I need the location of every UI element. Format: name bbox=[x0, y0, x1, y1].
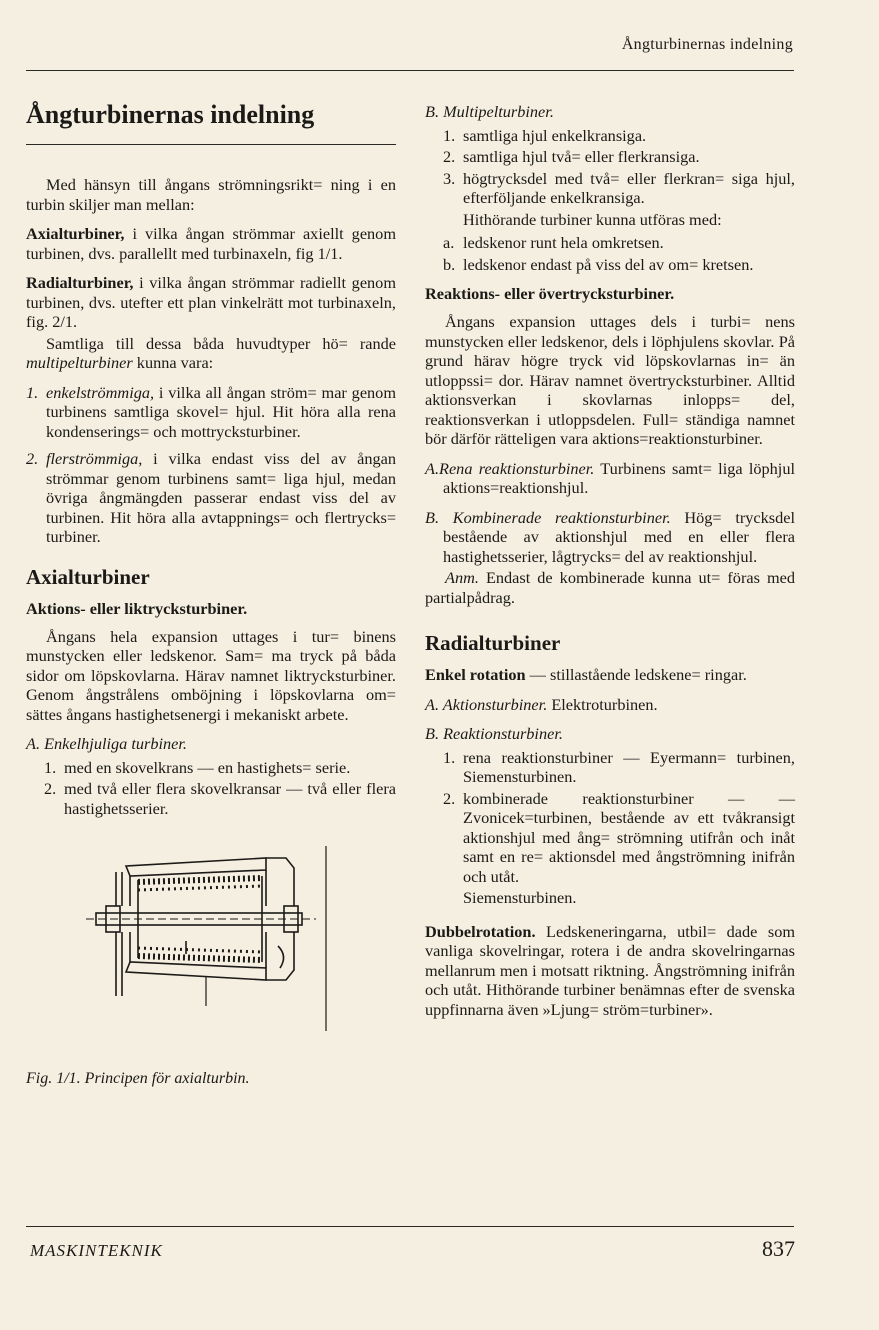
rad-b-item-number: 1. bbox=[443, 747, 456, 767]
b-title: Multipelturbiner. bbox=[443, 102, 554, 121]
casing-lower bbox=[126, 962, 266, 980]
radial-definition bbox=[26, 273, 396, 332]
rena-reaktion-paragraph bbox=[425, 459, 795, 498]
rad-b-item-2 bbox=[425, 789, 795, 887]
header-rule bbox=[26, 70, 794, 71]
siemens-line: Siemensturbinen. bbox=[463, 888, 577, 907]
rb-label: B. bbox=[425, 507, 440, 527]
rad-b-item-text: rena reaktionsturbiner — Eyermann= turbinen, Siemensturbinen. bbox=[463, 747, 795, 786]
page-number: 837 bbox=[762, 1236, 795, 1261]
rad-b-label: B. bbox=[425, 724, 440, 743]
aktions-subheading: Aktions- eller liktrycksturbiner. bbox=[26, 598, 248, 618]
reaktions-subheading: Reaktions- eller övertrycksturbiner. bbox=[425, 284, 675, 303]
lower-blades bbox=[138, 956, 262, 960]
footer-rule bbox=[26, 1226, 794, 1227]
rad-a-text: Elektroturbinen. bbox=[547, 694, 658, 714]
b-sub-text: ledskenor endast på viss del av om= kretsen. bbox=[463, 254, 754, 274]
radial-term: Radialturbiner, bbox=[26, 273, 134, 292]
rad-b-item-number: 2. bbox=[443, 788, 456, 808]
flow-arrow-curve bbox=[278, 946, 284, 968]
rad-b-title: Reaktionsturbiner. bbox=[443, 724, 563, 743]
dubbel-term: Dubbelrotation. bbox=[425, 921, 536, 941]
list-text bbox=[46, 449, 396, 547]
b-item-number: 1. bbox=[443, 125, 456, 145]
b-item-1 bbox=[425, 126, 795, 146]
exhaust-upper bbox=[266, 858, 294, 906]
right-column bbox=[425, 100, 795, 1029]
rb-title: Kombinerade reaktionsturbiner. bbox=[452, 507, 671, 527]
list-item-1 bbox=[26, 383, 396, 442]
rad-b-item-1 bbox=[425, 748, 795, 787]
ra-label: A. bbox=[425, 458, 440, 478]
title-rule bbox=[26, 144, 396, 145]
enkelhjuliga-heading bbox=[26, 734, 396, 754]
a-item-number: 1. bbox=[44, 757, 57, 777]
anm-label: Anm. bbox=[445, 568, 479, 587]
running-header: Ångturbinernas indelning bbox=[621, 36, 793, 53]
b-item-number: 2. bbox=[443, 147, 456, 166]
aktions-paragraph: Ångans hela expansion uttages i tur= binens munstycken eller ledskenor. Sam= ma tryck på båda sidor om löpskovlarna. Härav namnet liktrycksturbiner. Genom ångstrålens omböjning i löpskovlarna om= sättes ångans hastighetsenergi i mekaniskt arbete. bbox=[26, 626, 396, 724]
list-number: 2. bbox=[26, 449, 39, 468]
ra-text: Turbinens samt= liga löphjul aktions=reaktionshjul. bbox=[443, 458, 795, 497]
enkel-term: Enkel rotation bbox=[425, 665, 526, 684]
inlet-lower bbox=[116, 932, 122, 996]
b-label: B. bbox=[425, 102, 440, 121]
main-types-pre: Samtliga till dessa båda huvudtyper hö= rande bbox=[46, 333, 396, 353]
article-title: Ångturbinernas indelning bbox=[26, 100, 315, 129]
b-sub-b bbox=[425, 255, 795, 275]
a-title: Enkelhjuliga turbiner. bbox=[44, 734, 187, 753]
b-sub-letter: b. bbox=[443, 254, 456, 274]
a-item-2 bbox=[26, 779, 396, 818]
b-sub-letter: a. bbox=[443, 233, 455, 252]
left-column bbox=[26, 94, 396, 1087]
publication-name: MASKINTEKNIK bbox=[30, 1241, 163, 1260]
main-types-paragraph bbox=[26, 334, 396, 373]
a-label: A. bbox=[26, 734, 41, 753]
rad-a-title: Aktionsturbiner. bbox=[442, 694, 548, 714]
casing-upper bbox=[126, 858, 266, 876]
multipel-heading bbox=[425, 102, 795, 122]
b-item-text: samtliga hjul två= eller flerkransiga. bbox=[463, 147, 700, 166]
b-sub-text: ledskenor runt hela omkretsen. bbox=[463, 233, 664, 252]
main-types-post: kunna vara: bbox=[132, 353, 214, 372]
list-text bbox=[46, 383, 396, 442]
dubbel-rotation-paragraph bbox=[425, 922, 795, 1020]
a-item-text: med två eller flera skovelkransar — två eller flera hastighetsserier. bbox=[64, 779, 396, 818]
rad-b-item-text: kombinerade reaktionsturbiner — — Zvonicek=turbinen, bestående av ett tvåkransigt aktionshjul med ång= strömning utifrån och inåt samt en re= aktionsdel med ångströmning inifrån och utåt. bbox=[463, 788, 795, 886]
lower-blades-2 bbox=[138, 948, 262, 952]
section-radial-heading: Radialturbiner bbox=[425, 631, 561, 655]
rad-a-label: A. bbox=[425, 694, 440, 714]
list-em: enkelströmmiga, bbox=[46, 382, 155, 402]
radial-b-heading bbox=[425, 724, 795, 744]
a-item-number: 2. bbox=[44, 779, 57, 798]
b-item-number: 3. bbox=[443, 168, 456, 188]
upper-blades bbox=[138, 878, 262, 882]
intro-paragraph: Med hänsyn till ångans strömningsrikt= ning i en turbin skiljer man mellan: bbox=[26, 175, 396, 214]
upper-blades-2 bbox=[138, 886, 262, 890]
list-item-2 bbox=[26, 449, 396, 547]
a-item-text: med en skovelkrans — en hastighets= serie. bbox=[64, 757, 351, 777]
axial-definition bbox=[26, 224, 396, 263]
anm-text: Endast de kombinerade kunna ut= föras med partialpådrag. bbox=[425, 568, 795, 607]
inlet-upper bbox=[116, 872, 122, 906]
enkel-rotation-paragraph bbox=[425, 665, 795, 685]
b-sub-a bbox=[425, 233, 795, 253]
list-em: flerströmmiga, bbox=[46, 449, 143, 468]
ra-title: Rena reaktionsturbiner. bbox=[439, 458, 595, 478]
b-item-2 bbox=[425, 147, 795, 167]
section-axial-heading: Axialturbiner bbox=[26, 564, 150, 589]
radial-text: i vilka ångan strömmar radiellt genom turbinen, dvs. utefter ett plan vinkelrätt mot turbinaxeln, fig. 2/1. bbox=[26, 273, 396, 331]
axial-text: i vilka ångan strömmar axiellt genom turbinen, dvs. parallellt med turbinaxeln, fig 1/1. bbox=[26, 224, 396, 263]
radial-a-line bbox=[425, 695, 795, 715]
axial-turbine-diagram bbox=[26, 846, 396, 1056]
kombinerade-paragraph bbox=[425, 508, 795, 567]
axial-term: Axialturbiner, bbox=[26, 224, 125, 243]
b-item-3 bbox=[425, 169, 795, 208]
b-item-text: högtrycksdel med två= eller flerkran= siga hjul, efterföljande enkelkransiga. bbox=[463, 168, 795, 207]
anm-paragraph bbox=[425, 568, 795, 607]
list-body: i vilka all ångan ström= mar genom turbinens samtliga skovel= hjul. Hit höra alla rena kondenserings= och mottrycksturbiner. bbox=[46, 382, 396, 441]
list-body: i vilka endast viss del av ångan strömmar genom turbinens samt= liga hjul, medan övriga ångmängden passerar endast viss del av turbinen. Hit höra alla avtappnings= och flertrycks= turbiner. bbox=[46, 449, 396, 546]
a-item-1 bbox=[26, 758, 396, 778]
figure-caption: Fig. 1/1. Principen för axialturbin. bbox=[26, 1069, 250, 1087]
exhaust-lower bbox=[266, 932, 294, 980]
dubbel-text: Ledskeneringarna, utbil= dade som vanliga skovelringar, rotera i de andra skovelringarnas mellanrum men i motsatt riktning. Ångströmning inifrån och utåt. Hithörande turbiner benämnas efter de svenska uppfinnarna även »Ljung= ström=turbiner». bbox=[425, 921, 795, 1019]
reaktions-paragraph: Ångans expansion uttages dels i turbi= nens munstycken eller ledskenor, dels i löphjulens skovlar. På grund härav högre tryck vid löpskovlarnas in= än utloppssi= dor. Härav namnet övertrycksturbiner. Alltid aktionsverkan i skovlarnas inlopps= del, reaktionsverkan i utloppsdelen. Full= ständiga namnet bör därför rätteligen vara aktions=reaktionsturbiner. bbox=[425, 312, 795, 448]
enkel-text: — stillastående ledskene= ringar. bbox=[525, 665, 747, 684]
b-item-text: samtliga hjul enkelkransiga. bbox=[463, 125, 647, 145]
axial-turbine-figure bbox=[26, 846, 396, 1087]
rb-text: Hög= trycksdel bestående av aktionshjul med en eller flera hastighetsserier, lågtrycks= del av reaktionshjul. bbox=[443, 507, 795, 566]
b-hang-text: Hithörande turbiner kunna utföras med: bbox=[463, 209, 722, 229]
list-number: 1. bbox=[26, 382, 39, 402]
main-types-em: multipelturbiner bbox=[26, 353, 133, 372]
